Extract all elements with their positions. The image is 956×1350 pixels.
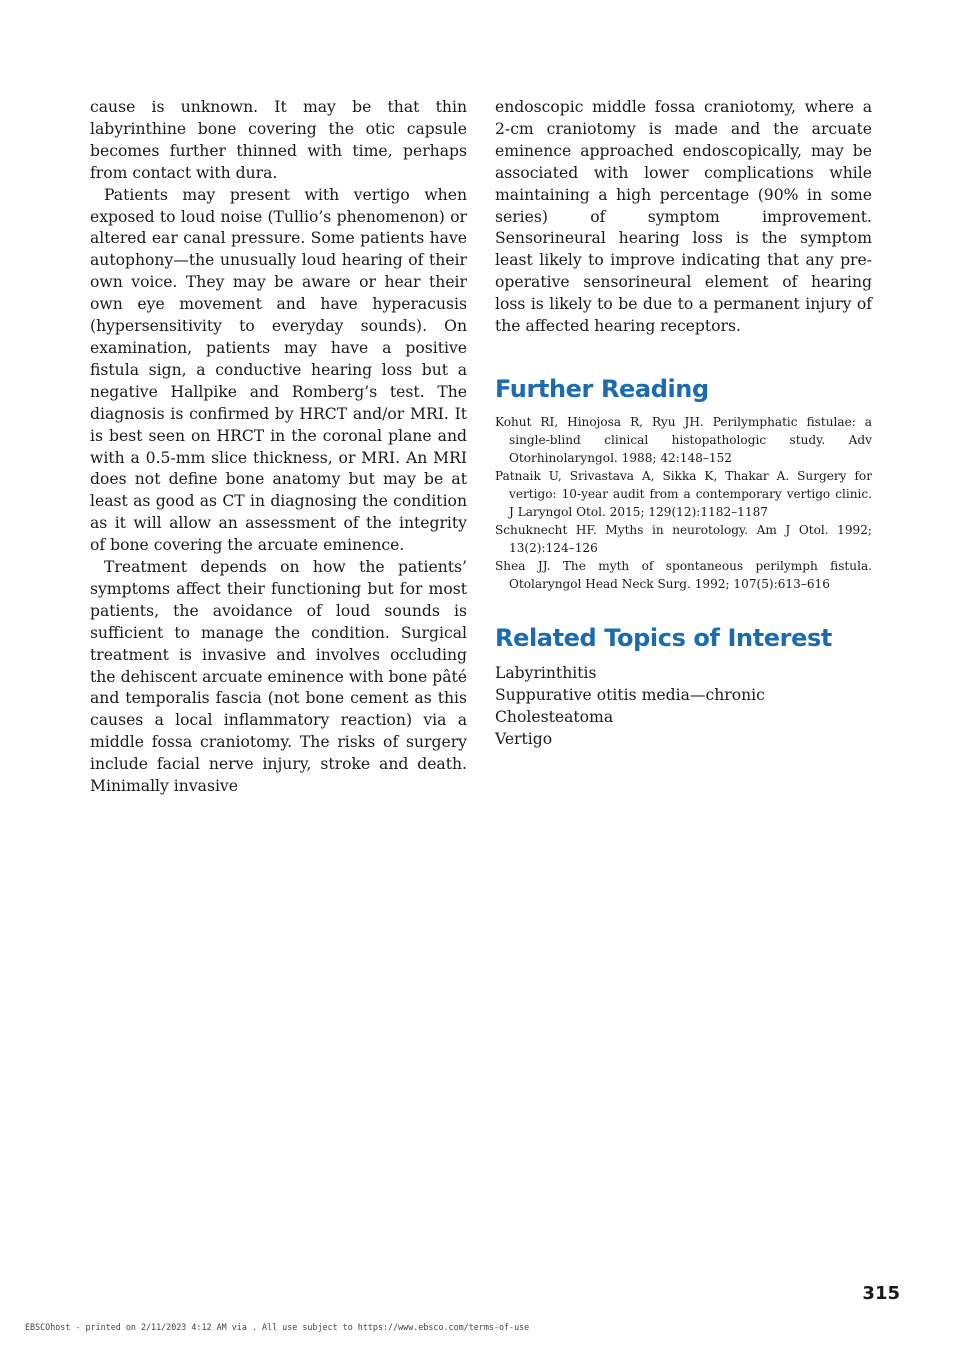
body-paragraph: endoscopic middle fossa craniotomy, where a 2-cm craniotomy is made and the arcuate eminence approached endoscopically, may be associated with lower complications while maintaining a high percentage (90% in some series) of symptom improvement. Sensorineural hearing loss is the symptom least likely to improve indicating that any pre-operative sensorineural element of hearing loss is likely to be due to a permanent injury of the affected hearing receptors. — [495, 98, 872, 336]
related-topic-item: Vertigo — [495, 729, 553, 748]
reference-item: Patnaik U, Srivastava A, Sikka K, Thakar A. Surgery for vertigo: 10-year audit from a contemporary vertigo clinic. J Laryngol Otol. 2015; 129(12):1182–1187 — [495, 468, 872, 519]
left-column — [90, 97, 467, 798]
page-number: 315 — [862, 1283, 900, 1304]
related-topics-list — [495, 662, 872, 750]
reference-item: Shea JJ. The myth of spontaneous perilymph fistula. Otolaryngol Head Neck Surg. 1992; 107(5):613–616 — [495, 558, 872, 591]
related-topic-item: Suppurative otitis media—chronic — [495, 685, 765, 704]
reference-item: Schuknecht HF. Myths in neurotology. Am J Otol. 1992; 13(2):124–126 — [495, 522, 872, 555]
body-paragraph: Treatment depends on how the patients’ symptoms affect their functioning but for most patients, the avoidance of loud sounds is sufficient to manage the condition. Surgical treatment is invasive and involves occluding the dehiscent arcuate eminence with bone pâté and temporalis fascia (not bone cement as this causes a local inflammatory reaction) via a middle fossa craniotomy. The risks of surgery include facial nerve injury, stroke and death. Minimally invasive — [90, 558, 467, 796]
further-reading-heading: Further Reading — [495, 374, 709, 403]
footer-notice: EBSCOhost - printed on 2/11/2023 4:12 AM via . All use subject to https://www.ebsco.com/terms-of-use — [25, 1322, 530, 1332]
right-column — [495, 97, 872, 750]
body-paragraph: cause is unknown. It may be that thin labyrinthine bone covering the otic capsule becomes further thinned with time, perhaps from contact with dura. — [90, 98, 467, 182]
body-paragraph: Patients may present with vertigo when exposed to loud noise (Tullio’s phenomenon) or altered ear canal pressure. Some patients have autophony—the unusually loud hearing of their own voice. They may be aware or hear their own eye movement and have hyperacusis (hypersensitivity to everyday sounds). On examination, patients may have a positive fistula sign, a conductive hearing loss but a negative Hallpike and Romberg’s test. The diagnosis is confirmed by HRCT and/or MRI. It is best seen on HRCT in the coronal plane and with a 0.5-mm slice thickness, or MRI. An MRI does not define bone anatomy but may be at least as good as CT in diagnosing the condition as it will allow an assessment of the integrity of bone covering the arcuate eminence. — [90, 185, 467, 555]
related-topic-item: Cholesteatoma — [495, 707, 614, 726]
related-topic-item: Labyrinthitis — [495, 663, 597, 682]
reference-item: Kohut RI, Hinojosa R, Ryu JH. Perilymphatic fistulae: a single-blind clinical histopathologic study. Adv Otorhinolaryngol. 1988; 42:148–152 — [495, 414, 872, 465]
related-topics-heading: Related Topics of Interest — [495, 623, 832, 652]
reference-list — [495, 413, 872, 593]
